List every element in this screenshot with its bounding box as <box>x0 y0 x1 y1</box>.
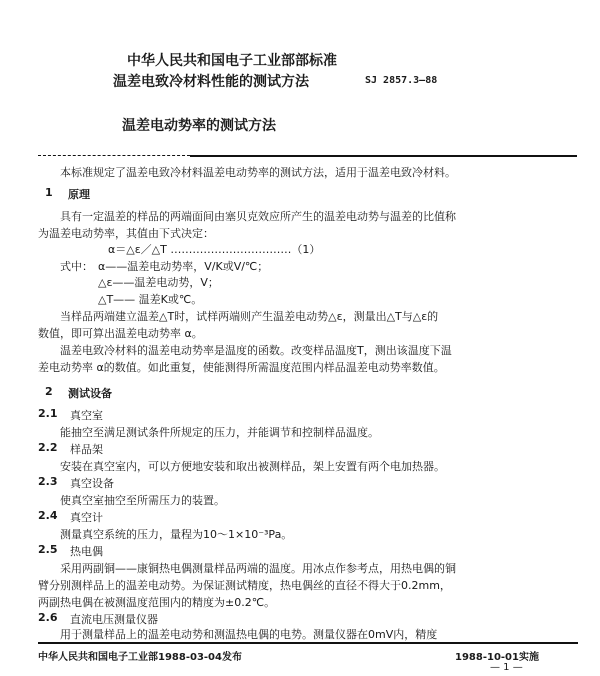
item-2-1-title: 真空室 <box>70 409 103 422</box>
section-title: 温差电动势率的测试方法 <box>122 118 276 134</box>
footer-rule <box>38 642 578 644</box>
item-2-2-number: 2.2 <box>38 441 58 454</box>
item-2-1-text: 能抽空至满足测试条件所规定的压力，并能调节和控制样品温度。 <box>60 426 379 439</box>
principle-text-line-2: 为温差电动势率，其值由下式决定： <box>38 227 214 240</box>
formula-1: α＝△ε／△T ……………………………（1） <box>108 243 321 256</box>
page-number: — 1 — <box>490 662 523 673</box>
item-2-5-text-line-2: 臂分别测样品上的温差电动势。为保证测试精度，热电偶丝的直径不得大于0.2mm， <box>38 579 451 592</box>
item-2-4-title: 真空计 <box>70 511 103 524</box>
principle-p2-line-2: 数值，即可算出温差电动势率 α。 <box>38 327 203 340</box>
item-2-5-text-line-3: 两副热电偶在被测温度范围内的精度为±0.2℃。 <box>38 596 276 609</box>
item-2-4-number: 2.4 <box>38 509 58 522</box>
where-label: 式中： <box>60 260 93 273</box>
item-2-3-number: 2.3 <box>38 475 58 488</box>
principle-p3-line-1: 温差电致冷材料的温差电动势率是温度的函数。改变样品温度T，测出该温度下温 <box>60 344 452 357</box>
standard-number: SJ 2857.3—88 <box>365 75 438 86</box>
document-title: 温差电致冷材料性能的测试方法 <box>113 74 309 90</box>
item-2-3-text: 使真空室抽空至所需压力的装置。 <box>60 494 225 507</box>
section-2-heading: 测试设备 <box>68 387 112 400</box>
item-2-6-title: 直流电压测量仪器 <box>70 613 158 626</box>
section-1-heading: 原理 <box>68 188 90 201</box>
principle-p2-line-1: 当样品两端建立温差△T时，试样两端则产生温差电动势△ε，测量出△T与△ε的 <box>60 310 439 323</box>
intro-paragraph: 本标准规定了温差电致冷材料温差电动势率的测试方法，适用于温差电致冷材料。 <box>60 166 456 179</box>
section-2-number: 2 <box>45 385 53 398</box>
header-rule <box>190 155 577 157</box>
definition-alpha: α——温差电动势率，V/K或V/℃； <box>98 260 269 273</box>
principle-p3-line-2: 差电动势率 α的数值。如此重复，使能测得所需温度范围内样品温差电动势率数值。 <box>38 361 445 374</box>
effective-date: 1988-10-01实施 <box>455 652 539 663</box>
item-2-4-text: 测量真空系统的压力，量程为10～1×10⁻³Pa。 <box>60 528 293 541</box>
ministry-standard-title: 中华人民共和国电子工业部部标准 <box>127 53 337 69</box>
principle-text-line-1: 具有一定温差的样品的两端面间由塞贝克效应所产生的温差电动势与温差的比值称 <box>60 210 456 223</box>
section-1-number: 1 <box>45 186 53 199</box>
item-2-1-number: 2.1 <box>38 407 58 420</box>
item-2-5-title: 热电偶 <box>70 545 103 558</box>
definition-delta-epsilon: △ε——温差电动势，V； <box>98 276 219 289</box>
item-2-6-number: 2.6 <box>38 611 58 624</box>
header-rule-dashed <box>38 155 190 156</box>
item-2-3-title: 真空设备 <box>70 477 114 490</box>
item-2-2-title: 样品架 <box>70 443 103 456</box>
item-2-5-text-line-1: 采用两副铜——康铜热电偶测量样品两端的温度。用冰点作参考点，用热电偶的铜 <box>60 562 456 575</box>
item-2-5-number: 2.5 <box>38 543 58 556</box>
item-2-2-text: 安装在真空室内，可以方便地安装和取出被测样品，架上安置有两个电加热器。 <box>60 460 445 473</box>
item-2-6-text: 用于测量样品上的温差电动势和测温热电偶的电势。测量仪器在0mV内，精度 <box>60 628 438 641</box>
definition-delta-t: △T—— 温差K或℃。 <box>98 293 203 306</box>
issue-date: 中华人民共和国电子工业部1988-03-04发布 <box>38 652 242 663</box>
